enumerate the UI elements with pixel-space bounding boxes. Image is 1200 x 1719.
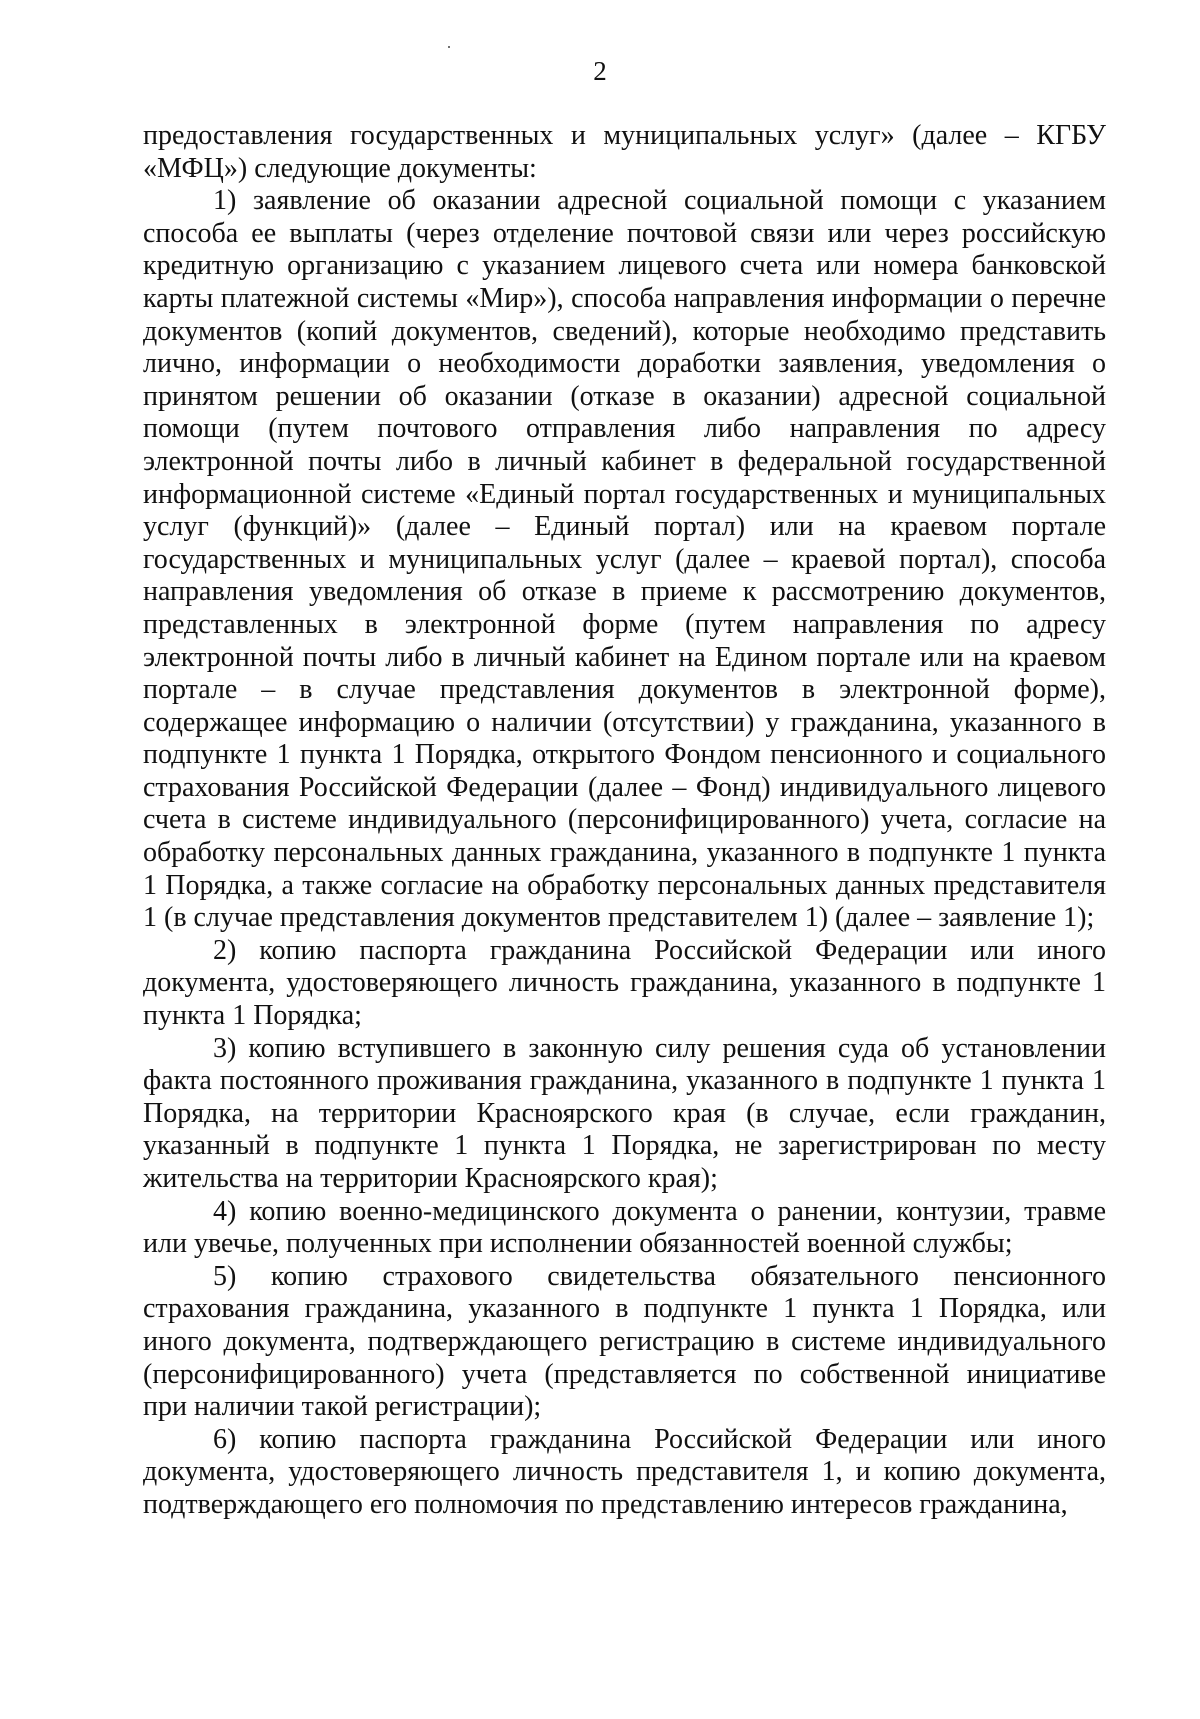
paragraph-continuation: предоставления государственных и муниципальных услуг» (далее – КГБУ «МФЦ») следующие документы: <box>143 120 1106 184</box>
list-item-5: 5) копию страхового свидетельства обязательного пенсионного страхования гражданина, указанного в подпункте 1 пункта 1 Порядка, или иного документа, подтверждающего регистрацию в системе индивидуального (персонифицированного) учета (представляется по собственной инициативе при наличии такой регистрации); <box>143 1260 1106 1423</box>
list-item-1: 1) заявление об оказании адресной социальной помощи с указанием способа ее выплаты (через отделение почтовой связи или через российскую кредитную организацию с указанием лицевого счета или номера банковской карты платежной системы «Мир»), способа направления информации о перечне документов (копий документов, сведений), которые необходимо представить лично, информации о необходимости доработки заявления, уведомления о принятом решении об оказании (отказе в оказании) адресной социальной помощи (путем почтового отправления либо направления по адресу электронной почты либо в личный кабинет в федеральной государственной информационной системе «Единый портал государственных и муниципальных услуг (функций)» (далее – Единый портал) или на краевом портале государственных и муниципальных услуг (далее – краевой портал), способа направления уведомления об отказе в приеме к рассмотрению документов, представленных в электронной форме (путем направления по адресу электронной почты либо в личный кабинет на Едином портале или на краевом портале – в случае представления документов в электронной форме), содержащее информацию о наличии (отсутствии) у гражданина, указанного в подпункте 1 пункта 1 Порядка, открытого Фондом пенсионного и социального страхования Российской Федерации (далее – Фонд) индивидуального лицевого счета в системе индивидуального (персонифицированного) учета, согласие на обработку персональных данных гражданина, указанного в подпункте 1 пункта 1 Порядка, а также согласие на обработку персональных данных представителя 1 (в случае представления документов представителем 1) (далее – заявление 1); <box>143 185 1106 934</box>
list-item-3: 3) копию вступившего в законную силу решения суда об установлении факта постоянного проживания гражданина, указанного в подпункте 1 пункта 1 Порядка, на территории Красноярского края (в случае, если гражданин, указанный в подпункте 1 пункта 1 Порядка, не зарегистрирован по месту жительства на территории Красноярского края); <box>143 1032 1106 1194</box>
list-item-2: 2) копию паспорта гражданина Российской Федерации или иного документа, удостоверяющего личность гражданина, указанного в подпункте 1 пункта 1 Порядка; <box>143 934 1106 1032</box>
document-body <box>143 120 1106 1522</box>
scan-speck <box>448 46 450 48</box>
list-item-4: 4) копию военно-медицинского документа о ранении, контузии, травме или увечье, полученных при исполнении обязанностей военной службы; <box>143 1195 1106 1260</box>
page-number: 2 <box>593 56 607 86</box>
list-item-6: 6) копию паспорта гражданина Российской Федерации или иного документа, удостоверяющего личность представителя 1, и копию документа, подтверждающего его полномочия по представлению интересов гражданина, <box>143 1423 1106 1520</box>
